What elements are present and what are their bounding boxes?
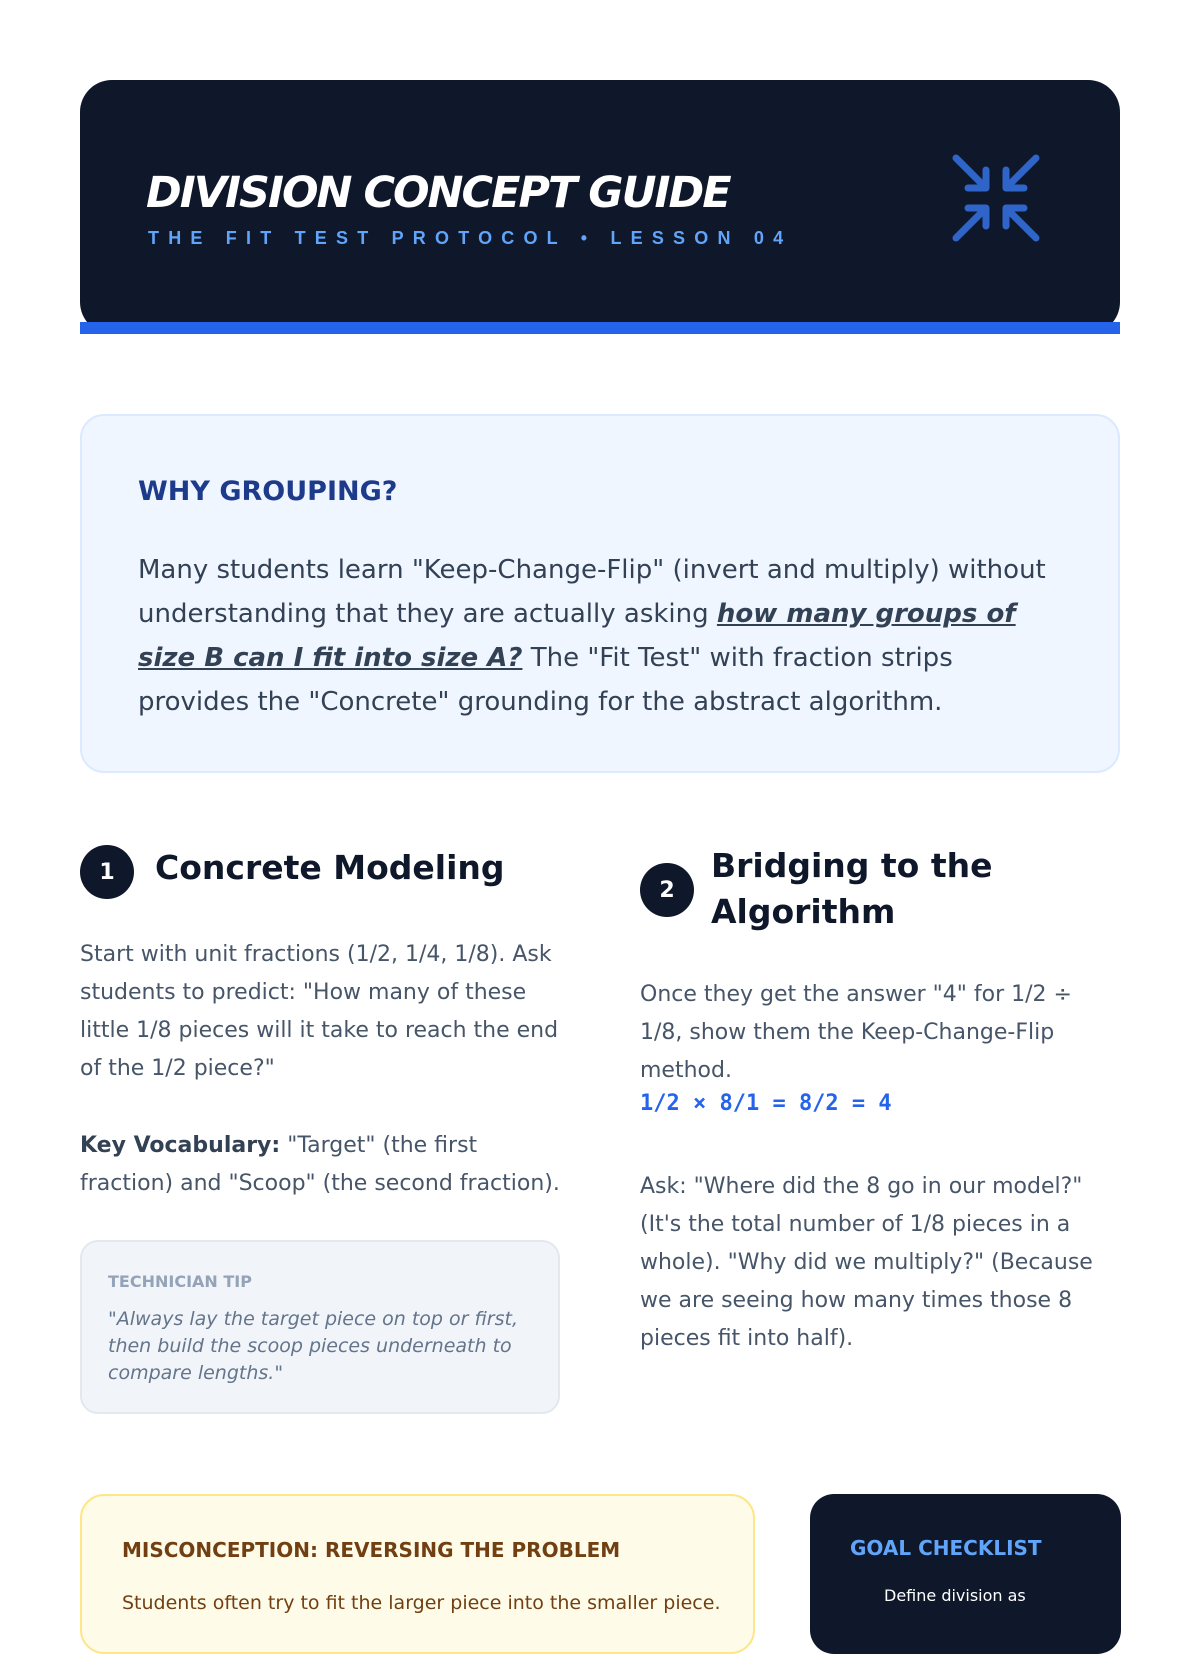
technician-tip-card <box>80 1240 560 1414</box>
goal-checklist-card <box>810 1494 1121 1654</box>
misconception-text: Students often try to fit the larger piece into the smaller piece. <box>122 1592 721 1614</box>
step-2-paragraph-2: Ask: "Where did the 8 go in our model?" (It's the total number of 1/8 pieces in a whole). "Why did we multiply?" (Because we are seeing how many times those 8 pieces fit into half). <box>640 1174 1093 1351</box>
header-accent-bar <box>80 322 1120 334</box>
goal-checklist-title: GOAL CHECKLIST <box>850 1536 1042 1560</box>
step-1-title: Concrete Modeling <box>155 848 505 887</box>
why-text-after: The "Fit Test" with fraction strips provides the "Concrete" grounding for the abstract algorithm. <box>138 643 953 717</box>
goal-checklist-item: Define division as <box>884 1586 1026 1605</box>
page-title: DIVISION CONCEPT GUIDE <box>146 168 730 218</box>
misconception-callout <box>80 1494 755 1654</box>
algorithm-formula: 1/2 × 8/1 = 8/2 = 4 <box>640 1091 892 1116</box>
step-1-paragraph: Start with unit fractions (1/2, 1/4, 1/8). Ask students to predict: "How many of these little 1/8 pieces will it take to reach the end of the 1/2 piece?" <box>80 942 559 1081</box>
step-2-title: Bridging to the Algorithm <box>711 846 993 931</box>
why-grouping-callout <box>80 414 1120 773</box>
why-emphasis: how many groups of size B can I fit into size A? <box>138 599 1016 673</box>
vocabulary-label: Key Vocabulary: <box>80 1133 281 1158</box>
why-grouping-title: WHY GROUPING? <box>138 476 398 507</box>
step-2-paragraph-1: Once they get the answer "4" for 1/2 ÷ 1/8, show them the Keep-Change-Flip method. <box>640 982 1072 1083</box>
page-subtitle: THE FIT TEST PROTOCOL • LESSON 04 <box>148 228 793 248</box>
why-text-before: Many students learn "Keep-Change-Flip" (invert and multiply) without understanding that they are actually asking <box>138 555 1046 629</box>
step-2-badge: 2 <box>640 863 694 917</box>
vocabulary-text: "Target" (the first fraction) and "Scoop" (the second fraction). <box>80 1133 560 1196</box>
header-banner <box>80 80 1120 334</box>
why-grouping-text <box>138 548 1058 724</box>
step-1-vocabulary <box>80 1127 560 1203</box>
technician-tip-label: TECHNICIAN TIP <box>108 1272 252 1291</box>
misconception-title: MISCONCEPTION: REVERSING THE PROBLEM <box>122 1538 621 1562</box>
compress-arrows-icon <box>948 150 1044 246</box>
technician-tip-text: "Always lay the target piece on top or first, then build the scoop pieces underneath to compare lengths." <box>108 1308 518 1384</box>
step-1-badge: 1 <box>80 845 134 899</box>
